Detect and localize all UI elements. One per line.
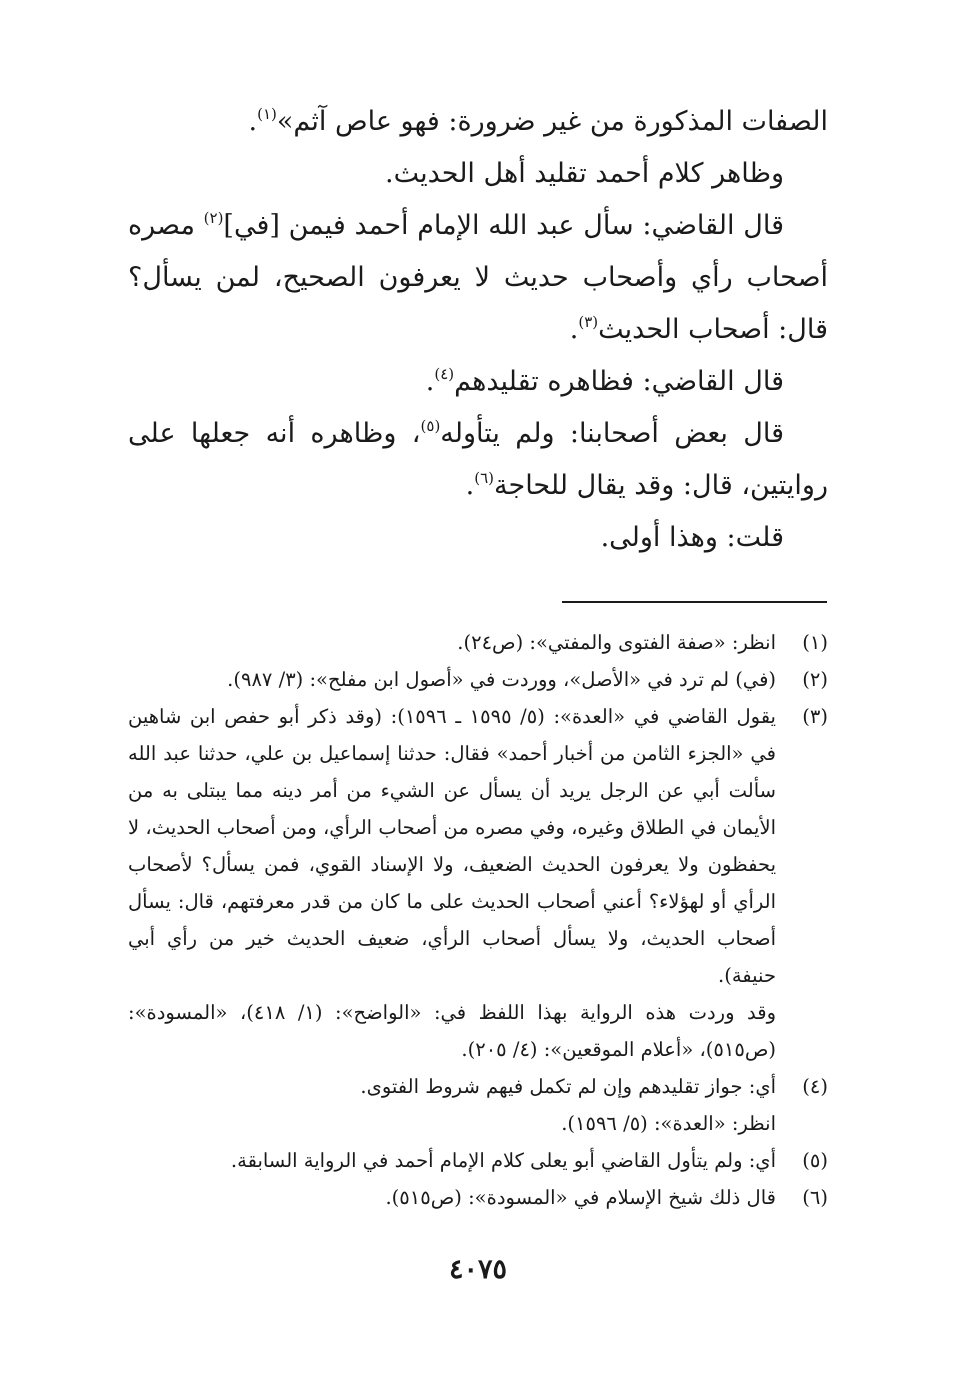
footnote-ref-4: (٤) — [434, 365, 455, 383]
paragraph-6 — [128, 512, 828, 564]
paragraph-text: قال القاضي: سأل عبد الله الإمام أحمد فيمن [في] — [223, 210, 784, 241]
footnote-ref-6: (٦) — [474, 469, 495, 487]
paragraph-tail: . — [248, 106, 258, 137]
footnote-text: انظر: «صفة الفتوى والمفتي»: (ص٢٤). — [457, 631, 776, 654]
footnote-ref-3: (٣) — [578, 313, 599, 331]
paragraph-4 — [128, 356, 828, 408]
paragraph-tail: ، وظاهره أنه جعلها على روايتين، قال: وقد يقال للحاجة — [128, 418, 828, 501]
footnote-number: (١) — [802, 631, 828, 654]
paragraph-1 — [128, 96, 828, 148]
footnote-body — [128, 698, 776, 1068]
footnote-text: وقد وردت هذه الرواية بهذا اللفظ في: «الواضح»: (١/ ٤١٨)، «المسودة»: (ص٥١٥)، «أعلام الموقعين»: (٤/ ٢٠٥). — [128, 1001, 776, 1061]
paragraph-tail: . — [569, 314, 579, 345]
footnote-number: (٢) — [802, 668, 828, 691]
footnote-6 — [128, 1179, 828, 1216]
footnote-number: (٣) — [802, 705, 828, 728]
footnote-body — [128, 661, 776, 698]
footnote-ref-2: (٢) — [203, 209, 224, 227]
paragraph-text: الصفات المذكورة من غير ضرورة: فهو عاص آثم» — [276, 106, 828, 137]
footnote-1 — [128, 624, 828, 661]
footnote-number: (٥) — [802, 1149, 828, 1172]
paragraph-2 — [128, 148, 828, 200]
footnote-ref-1: (١) — [257, 105, 277, 123]
footnote-text: يقول القاضي في «العدة»: (٥/ ١٥٩٥ ـ ١٥٩٦): (وقد ذكر أبو حفص ابن شاهين في «الجزء الثامن من أخبار أحمد» فقال: حدثنا إسماعيل بن علي، حدثنا عبد الله سألت أبي عن الرجل يريد أن يسأل عن الشيء من أمر دينه مما يبتلى به من الأيمان في الطلاق وغيره، وفي مصره من أصحاب الرأي، ومن أصحاب الحديث، لا يحفظون ولا يعرفون الحديث الضعيف، ولا الإسناد القوي، فمن يسأل؟ لأصحاب الرأي أو لهؤلاء؟ أعني أصحاب الحديث على ما كان من قدر معرفتهم، قال: يسأل أصحاب الحديث، ولا يسأل أصحاب الرأي، ضعيف الحديث خير من رأي أبي حنيفة). — [128, 705, 776, 987]
footnote-5 — [128, 1142, 828, 1179]
footnote-text: أي: ولم يتأول القاضي أبو يعلى كلام الإمام أحمد في الرواية السابقة. — [230, 1149, 776, 1172]
page-number: ٤٠٧٥ — [448, 1254, 507, 1285]
paragraph-5 — [128, 408, 828, 512]
footnote-text: قال ذلك شيخ الإسلام في «المسودة»: (ص٥١٥). — [385, 1186, 776, 1209]
footnote-body — [128, 624, 776, 661]
main-text — [128, 96, 828, 564]
footnote-body — [128, 1142, 776, 1179]
paragraph-3 — [128, 200, 828, 356]
footnote-number: (٤) — [802, 1075, 828, 1098]
paragraph-tail: . — [425, 366, 435, 397]
paragraph-text: قال القاضي: فظاهره تقليدهم — [454, 366, 784, 397]
footnote-4 — [128, 1068, 828, 1142]
footnote-number: (٦) — [802, 1186, 828, 1209]
footnotes — [128, 624, 828, 1216]
footnote-ref-5: (٥) — [420, 417, 441, 435]
footnote-body — [128, 1179, 776, 1216]
footnote-2 — [128, 661, 828, 698]
footnote-body — [128, 1068, 776, 1142]
footnote-divider — [562, 601, 827, 603]
footnote-text: (في) لم ترد في «الأصل»، ووردت في «أصول ابن مفلح»: (٣/ ٩٨٧). — [227, 668, 776, 691]
footnote-text: أي: جواز تقليدهم وإن لم تكمل فيهم شروط الفتوى. — [360, 1075, 776, 1098]
paragraph-text: وظاهر كلام أحمد تقليد أهل الحديث. — [384, 158, 784, 189]
paragraph-text: قلت: وهذا أولى. — [600, 522, 784, 553]
footnote-text: انظر: «العدة»: (٥/ ١٥٩٦). — [561, 1112, 776, 1135]
paragraph-tail: . — [465, 470, 475, 501]
footnote-3 — [128, 698, 828, 1068]
paragraph-text: قال بعض أصحابنا: ولم يتأوله — [440, 418, 784, 449]
paragraph-tail: مصره أصحاب رأي وأصحاب حديث لا يعرفون الصحيح، لمن يسأل؟ قال: أصحاب الحديث — [128, 210, 828, 345]
